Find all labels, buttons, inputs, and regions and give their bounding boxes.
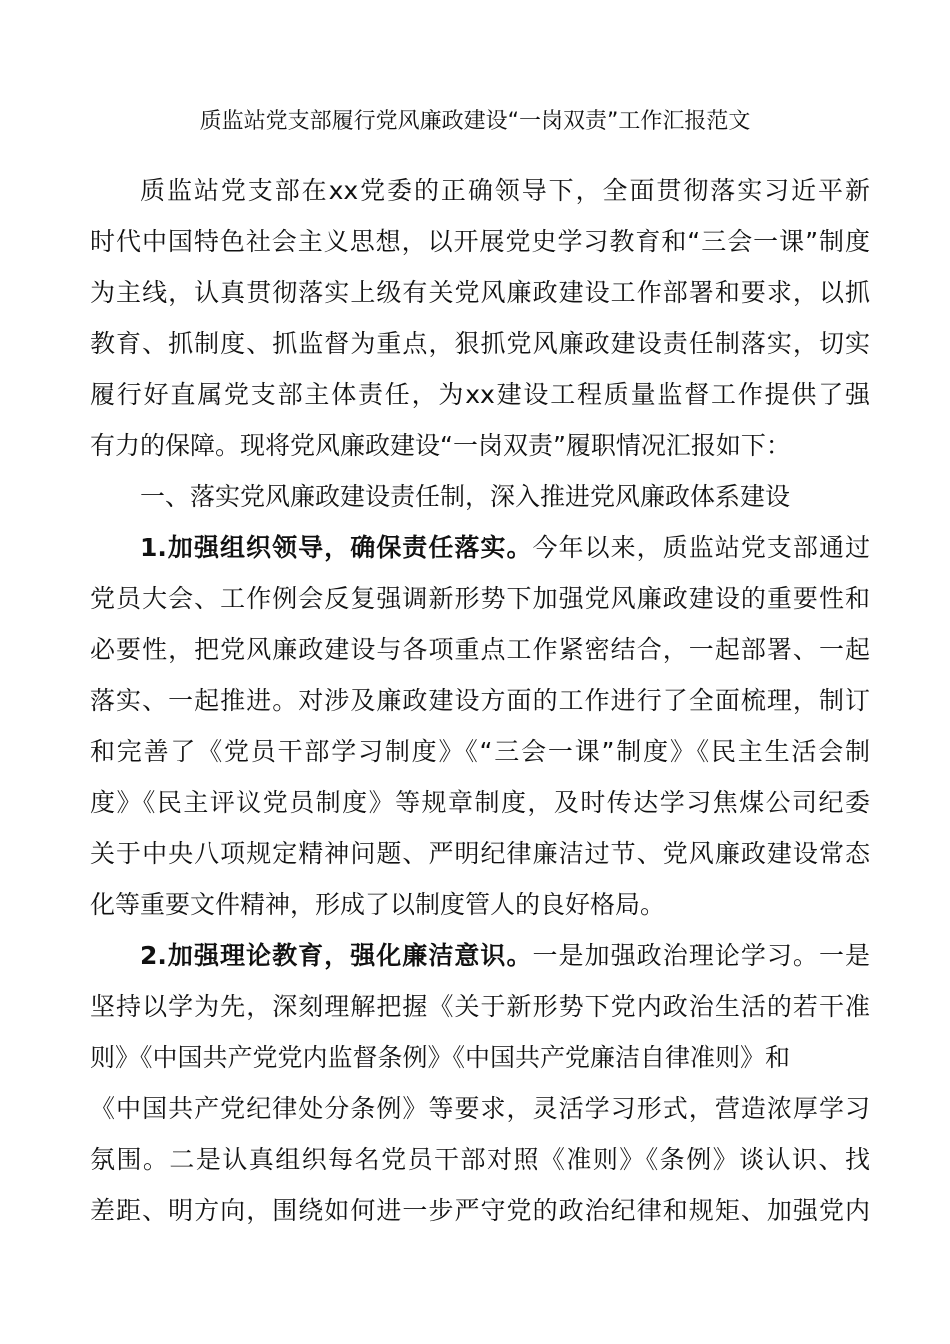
bold-lead-1: 1.加强组织领导，确保责任落实。 (140, 533, 533, 562)
paragraph-line: 党员大会、工作例会反复强调新形势下加强党风廉政建设的重要性和 (90, 584, 870, 613)
paragraph-line: 为主线，认真贯彻落实上级有关党风廉政建设工作部署和要求，以抓 (90, 278, 870, 307)
paragraph-line: 履行好直属党支部主体责任，为xx建设工程质量监督工作提供了强 (90, 380, 870, 409)
bold-lead-2: 2.加强理论教育，强化廉洁意识。 (140, 941, 533, 970)
lead-rest-2: 一是加强政治理论学习。一是 (532, 941, 870, 970)
document-title: 质监站党支部履行党风廉政建设“一岗双责”工作汇报范文 (199, 109, 751, 134)
paragraph-education (90, 930, 870, 1236)
paragraph-line: 时代中国特色社会主义思想，以开展党史学习教育和“三会一课”制度 (90, 227, 870, 256)
paragraph-line: 质监站党支部在xx党委的正确领导下，全面贯彻落实习近平新 (140, 176, 870, 205)
paragraph-line: 度》《民主评议党员制度》等规章制度，及时传达学习焦煤公司纪委 (90, 788, 870, 817)
document-body (90, 165, 870, 1236)
paragraph-line: 必要性，把党风廉政建设与各项重点工作紧密结合，一起部署、一起 (90, 635, 870, 664)
paragraph-line: 落实、一起推进。对涉及廉政建设方面的工作进行了全面梳理，制订 (90, 686, 870, 715)
section-heading-1: 一、落实党风廉政建设责任制，深入推进党风廉政体系建设 (140, 482, 791, 511)
paragraph-line: 则》《中国共产党党内监督条例》《中国共产党廉洁自律准则》和 (90, 1043, 791, 1072)
paragraph-line: 有力的保障。现将党风廉政建设“一岗双责”履职情况汇报如下： (90, 431, 791, 460)
paragraph-line: 和完善了《党员干部学习制度》《“三会一课”制度》《民主生活会制 (90, 737, 870, 766)
paragraph-line: 教育、抓制度、抓监督为重点，狠抓党风廉政建设责任制落实，切实 (90, 329, 870, 358)
paragraph-line: 《中国共产党纪律处分条例》等要求，灵活学习形式，营造浓厚学习 (90, 1094, 870, 1123)
paragraph-line: 差距、明方向，围绕如何进一步严守党的政治纪律和规矩、加强党内 (90, 1196, 870, 1225)
paragraph-line: 坚持以学为先，深刻理解把握《关于新形势下党内政治生活的若干准 (90, 992, 870, 1021)
paragraph-organization (90, 522, 870, 930)
paragraph-line: 关于中央八项规定精神问题、严明纪律廉洁过节、党风廉政建设常态 (90, 839, 870, 868)
paragraph-line: 化等重要文件精神，形成了以制度管人的良好格局。 (90, 890, 666, 919)
lead-rest-1: 今年以来，质监站党支部通过 (532, 533, 870, 562)
paragraph-first-line (90, 930, 870, 981)
paragraph-line: 氛围。二是认真组织每名党员干部对照《准则》《条例》谈认识、找 (90, 1145, 870, 1174)
paragraph-intro (90, 165, 870, 471)
paragraph-first-line (90, 522, 870, 573)
